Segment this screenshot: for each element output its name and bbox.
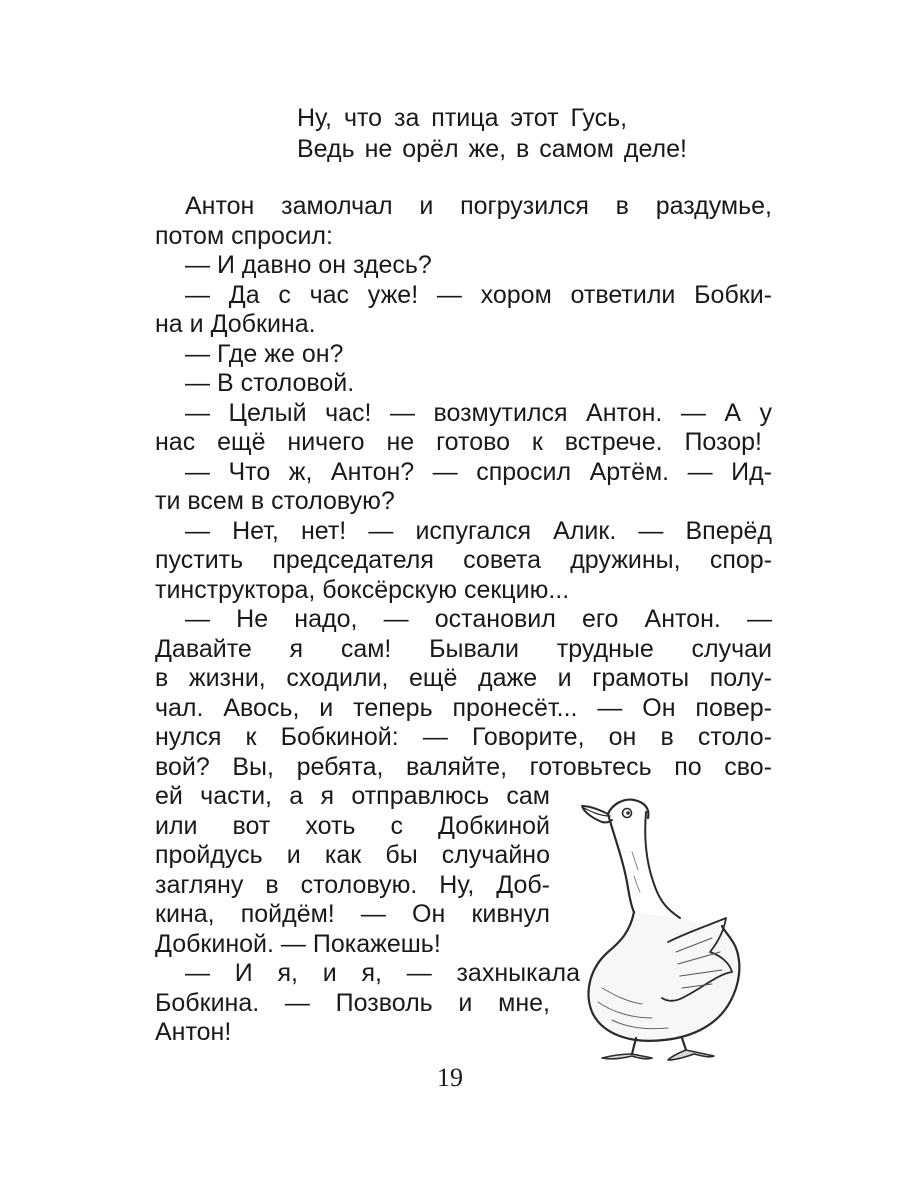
- text-line: Давайте я сам! Бывали трудные случаи: [155, 634, 772, 663]
- text-line: ей части, а я отправлюсь сам: [155, 782, 550, 810]
- goose-illustration-icon: [572, 792, 767, 1062]
- text-line: в жизни, сходили, ещё даже и грамоты полу-: [155, 664, 772, 692]
- text-line: — В столовой.: [185, 369, 355, 397]
- poem-line: Ну, что за птица этот Гусь,: [297, 104, 628, 132]
- poem-line: Ведь не орёл же, в самом деле!: [297, 135, 687, 163]
- page-number: 19: [437, 1063, 463, 1092]
- text-line: Добкиной. — Покажешь!: [155, 929, 441, 958]
- text-line: — Не надо, — остановил его Антон. —: [185, 605, 772, 633]
- text-line: или вот хоть с Добкиной: [155, 811, 550, 840]
- text-line: — Да с час уже! — хором ответили Бобки-: [185, 280, 772, 309]
- text-line: — Нет, нет! — испугался Алик. — Вперёд: [185, 516, 772, 545]
- text-line: на и Добкина.: [155, 310, 316, 338]
- text-line: Антон замолчал и погрузился в раздумье,: [185, 192, 772, 220]
- text-line: пустить председателя совета дружины, спор-: [155, 546, 772, 574]
- text-line: чал. Авось, и теперь пронесёт... — Он повер-: [155, 693, 772, 722]
- text-line: — И давно он здесь?: [185, 251, 432, 279]
- text-line: потом спросил:: [155, 221, 333, 250]
- text-line: Бобкина. — Позволь и мне,: [155, 988, 550, 1017]
- text-line: тинструктора, боксёрскую секцию...: [155, 575, 570, 604]
- text-line: — Целый час! — возмутился Антон. — А у: [185, 398, 772, 427]
- text-line: нас ещё ничего не готово к встрече. Позор!: [155, 428, 762, 456]
- text-line: Антон!: [155, 1018, 232, 1046]
- text-line: кина, пойдём! — Он кивнул: [155, 900, 550, 928]
- text-line: вой? Вы, ребята, валяйте, готовьтесь по сво-: [155, 752, 772, 781]
- poem-stanza: [297, 103, 687, 165]
- text-line: пройдусь и как бы случайно: [155, 841, 550, 869]
- text-line: — Где же он?: [185, 339, 344, 368]
- text-line: — И я, и я, — захныкала: [185, 959, 580, 987]
- text-line: нулся к Бобкиной: — Говорите, он в столо-: [155, 723, 772, 751]
- text-line: — Что ж, Антон? — спросил Артём. — Ид-: [185, 457, 772, 486]
- text-line: ти всем в столовую?: [155, 487, 395, 515]
- text-line: загляну в столовую. Ну, Доб-: [155, 870, 550, 899]
